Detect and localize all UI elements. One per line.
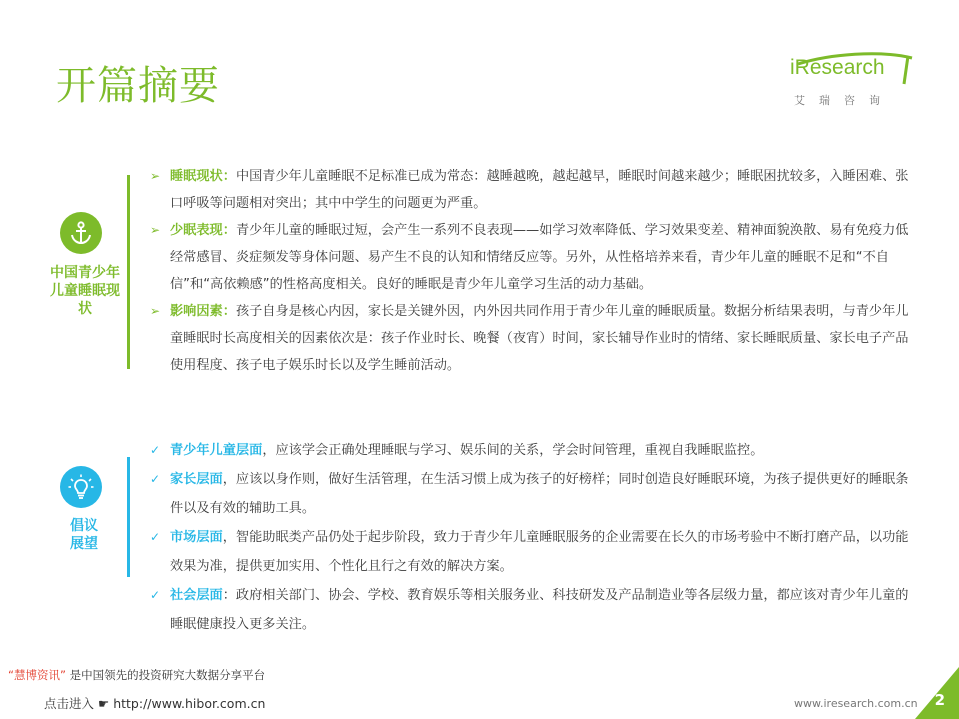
page-title: 开篇摘要 (56, 63, 220, 109)
check-marker-icon: ✓ (150, 588, 161, 602)
section-divider (127, 175, 130, 369)
footer-link[interactable] (44, 694, 265, 712)
bullet-keyword: 社会层面 (170, 588, 223, 603)
bullet-keyword: 市场层面 (170, 530, 223, 545)
list-item (150, 523, 912, 581)
anchor-icon (60, 212, 102, 254)
arrow-marker-icon: ➢ (150, 304, 161, 318)
section-label-proposal: 倡议展望 (70, 518, 98, 552)
bullet-keyword: 影响因素： (170, 304, 236, 319)
check-marker-icon: ✓ (150, 443, 161, 457)
list-item (150, 581, 912, 639)
arrow-marker-icon: ➢ (150, 223, 161, 237)
bullet-text: 青少年儿童的睡眠过短，会产生一系列不良表现——如学习效率降低、学习效果变差、精神面貌涣散、易有免疫力低经常感冒、炎症频发等身体问题、易产生不良的认知和情绪反应等。另外，从性格培养来看，青少年儿童的睡眠不足和“不自信”和“高依赖感”的性格高度相关。良好的睡眠是青少年儿童学习生活的动力基础。 (170, 223, 909, 292)
page-number: 2 (934, 691, 945, 709)
list-item (150, 163, 912, 217)
footer-note-text: 是中国领先的投资研究大数据分享平台 (69, 668, 266, 682)
section-label-status: 中国青少年儿童睡眠现状 (50, 265, 120, 317)
bullet-text: ，智能助眠类产品仍处于起步阶段，致力于青少年儿童睡眠服务的企业需要在长久的市场考验中不断打磨产品，以功能效果为准，提供更加实用、个性化且行之有效的解决方案。 (170, 530, 909, 574)
bullet-keyword: 睡眠现状： (170, 169, 236, 184)
proposal-bullet-list (150, 436, 912, 639)
list-item (150, 465, 912, 523)
bullet-keyword: 少眠表现： (170, 223, 236, 238)
list-item (150, 298, 912, 379)
footer-brand: “慧博资讯” (8, 668, 66, 682)
bullet-text: 中国青少年儿童睡眠不足标准已成为常态：越睡越晚，越起越早，睡眠时间越来越少；睡眠困扰较多，入睡困难、张口呼吸等问题相对突出；其中中学生的问题更为严重。 (170, 169, 909, 211)
site-url: www.iresearch.com.cn (794, 697, 918, 710)
logo-subtitle: 艾瑞咨询 (794, 94, 894, 107)
footer-note (8, 667, 265, 683)
list-item (150, 436, 912, 465)
lightbulb-icon (60, 466, 102, 508)
footer-link-label: 点击进入 (44, 696, 95, 711)
pointer-hand-icon: ☛ (98, 696, 110, 711)
check-marker-icon: ✓ (150, 472, 161, 486)
footer-link-url[interactable]: http://www.hibor.com.cn (113, 696, 266, 711)
bullet-text: ，应该以身作则，做好生活管理，在生活习惯上成为孩子的好榜样；同时创造良好睡眠环境，为孩子提供更好的睡眠条件以及有效的辅助工具。 (170, 472, 909, 516)
logo-name: iResearch (790, 56, 885, 79)
bullet-text: ，应该学会正确处理睡眠与学习、娱乐间的关系，学会时间管理，重视自我睡眠监控。 (262, 443, 764, 458)
arrow-marker-icon: ➢ (150, 169, 161, 183)
bullet-keyword: 青少年儿童层面 (170, 443, 263, 458)
bullet-text: ：政府相关部门、协会、学校、教育娱乐等相关服务业、科技研发及产品制造业等各层级力量，都应该对青少年儿童的睡眠健康投入更多关注。 (170, 588, 909, 632)
list-item (150, 217, 912, 298)
iresearch-logo (790, 52, 915, 112)
status-bullet-list (150, 163, 912, 379)
bullet-text: 孩子自身是核心内因，家长是关键外因，内外因共同作用于青少年儿童的睡眠质量。数据分析结果表明，与青少年儿童睡眠时长高度相关的因素依次是：孩子作业时长、晚餐（夜宵）时间，家长辅导作业时的情绪、家长睡眠质量、家长电子产品使用程度、孩子电子娱乐时长以及学生睡前活动。 (170, 304, 909, 373)
section-divider (127, 457, 130, 577)
bullet-keyword: 家长层面 (170, 472, 223, 487)
check-marker-icon: ✓ (150, 530, 161, 544)
